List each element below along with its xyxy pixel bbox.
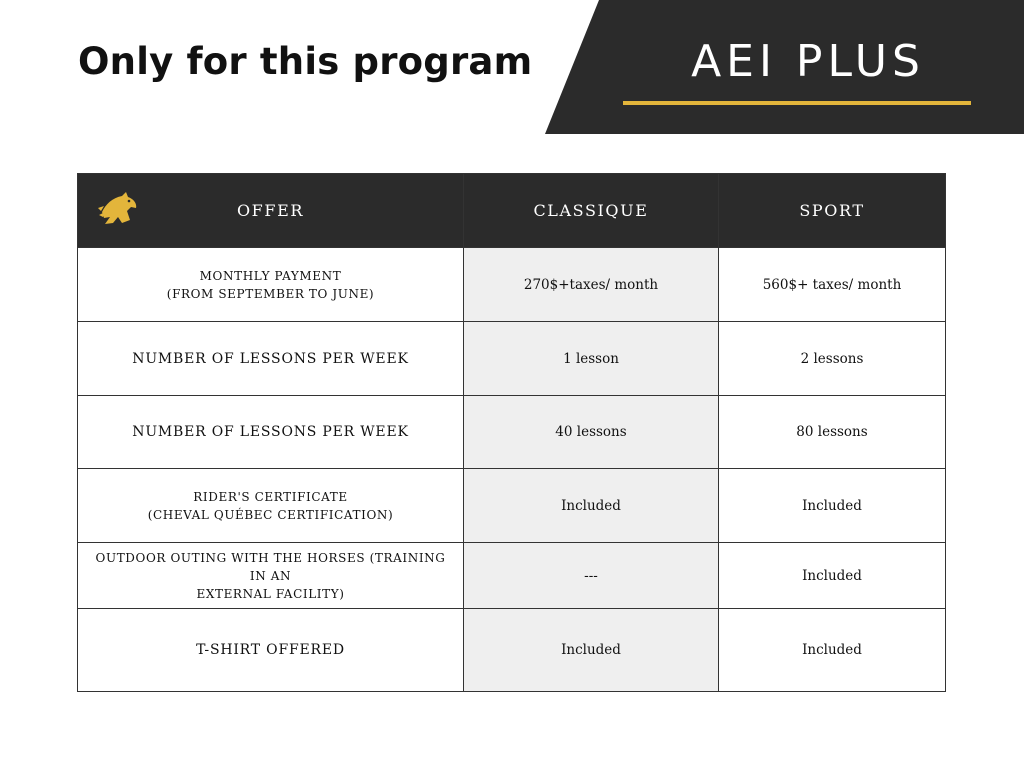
classique-value: 270$+taxes/ month xyxy=(464,248,719,322)
sport-value: 560$+ taxes/ month xyxy=(719,248,946,322)
table-header-row xyxy=(78,174,946,248)
row-label-line2: (FROM SEPTEMBER TO JUNE) xyxy=(166,286,375,301)
row-label-line1: MONTHLY PAYMENT xyxy=(199,268,342,283)
row-label-line2: (CHEVAL QUÉBEC CERTIFICATION) xyxy=(147,507,394,522)
row-label-line1: NUMBER OF LESSONS PER WEEK xyxy=(132,350,409,367)
classique-value: --- xyxy=(464,543,719,609)
header-sport: SPORT xyxy=(719,174,946,248)
header-offer xyxy=(78,174,464,248)
table-row xyxy=(78,322,946,396)
row-label xyxy=(78,543,464,609)
brand-name: AEI PLUS xyxy=(691,36,925,87)
row-label-line1: T-SHIRT OFFERED xyxy=(196,642,345,658)
row-label-line1: OUTDOOR OUTING WITH THE HORSES (TRAINING IN AN xyxy=(95,550,446,583)
row-label-line2: EXTERNAL FACILITY) xyxy=(196,586,345,601)
sport-value: Included xyxy=(719,609,946,692)
header-classique: CLASSIQUE xyxy=(464,174,719,248)
table-row xyxy=(78,248,946,322)
brand-underline xyxy=(623,101,971,105)
sport-value: 80 lessons xyxy=(719,396,946,469)
sport-value: Included xyxy=(719,543,946,609)
row-label xyxy=(78,396,464,469)
row-label xyxy=(78,469,464,543)
row-label xyxy=(78,248,464,322)
table-row xyxy=(78,543,946,609)
row-label-line1: NUMBER OF LESSONS PER WEEK xyxy=(132,424,409,440)
offer-table xyxy=(77,173,946,692)
page-title: Only for this program xyxy=(78,40,533,83)
table-row xyxy=(78,396,946,469)
table-row xyxy=(78,609,946,692)
row-label xyxy=(78,609,464,692)
classique-value: Included xyxy=(464,609,719,692)
header-offer-label: OFFER xyxy=(236,201,305,220)
row-label xyxy=(78,322,464,396)
sport-value: 2 lessons xyxy=(719,322,946,396)
sport-value: Included xyxy=(719,469,946,543)
classique-value: 1 lesson xyxy=(464,322,719,396)
brand-banner xyxy=(545,0,1024,134)
classique-value: 40 lessons xyxy=(464,396,719,469)
horse-head-icon xyxy=(96,190,142,230)
classique-value: Included xyxy=(464,469,719,543)
row-label-line1: RIDER'S CERTIFICATE xyxy=(193,489,348,504)
table-row xyxy=(78,469,946,543)
